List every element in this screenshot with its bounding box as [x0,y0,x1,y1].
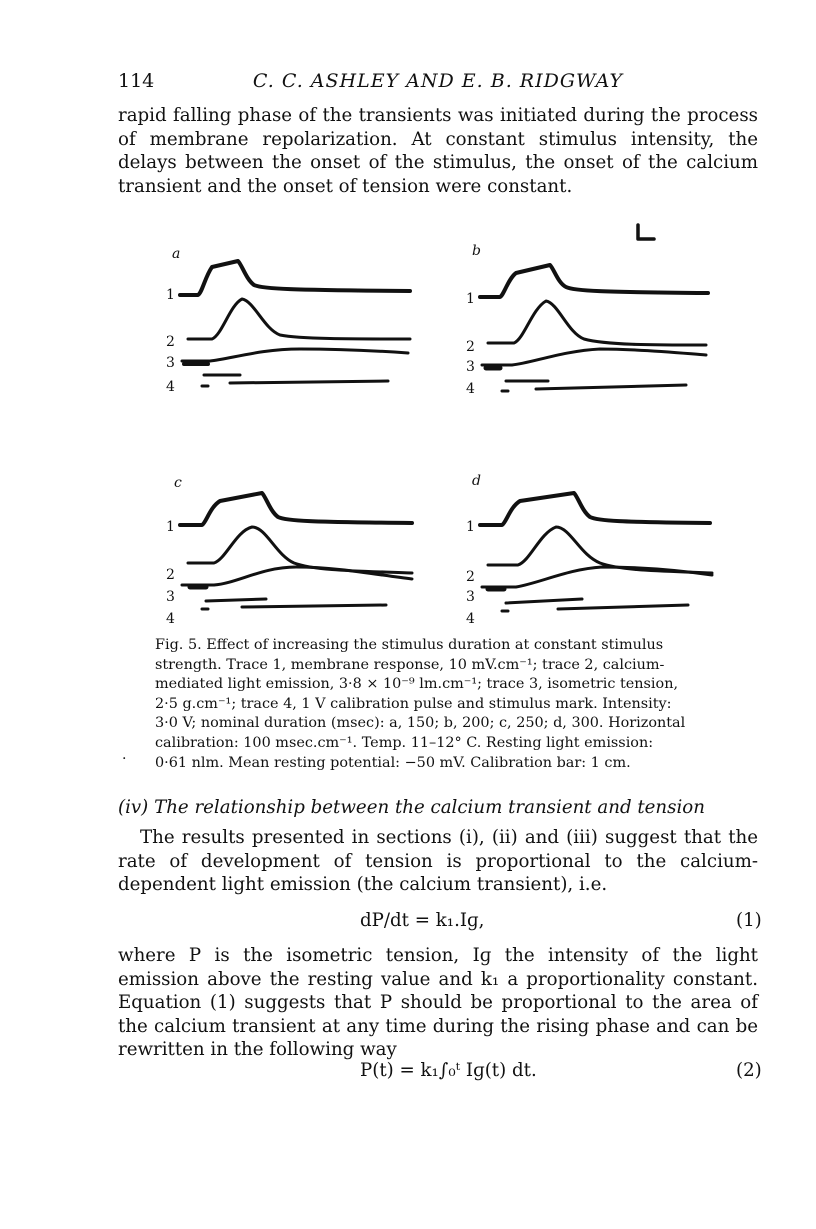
page-number: 114 [118,70,155,92]
caption-line: calibration: 100 msec.cm⁻¹. Temp. 11–12° C. Resting light emission: [155,734,654,751]
panel-label-c: c [174,475,182,491]
caption-line: strength. Trace 1, membrane response, 10 mV.cm⁻¹; trace 2, calcium- [155,656,665,673]
trace-4-calibration [202,381,388,386]
paragraph-text: where P is the isometric tension, Iɡ the intensity of the light emission above the resting value and k₁ a proportionality constant. Equation (1) suggests that P should be proportional to the area of the calcium transient at any time during the rising phase and can be rewritten in the following way [118,945,758,1060]
trace-label-2: 2 [466,569,475,585]
panel-d [466,493,712,627]
section-paragraph-2 [118,944,758,1062]
running-title: C. C. ASHLEY AND E. B. RIDGWAY [252,70,624,92]
trace-3-tension [182,349,408,361]
trace-1-membrane [480,265,708,297]
trace-2-light [188,299,410,339]
trace-label-1: 1 [166,519,175,535]
trace-4-calibration [502,605,688,611]
panel-b [466,265,708,397]
trace-1-membrane [180,493,412,525]
panel-c [166,493,412,627]
trace-label-4: 4 [166,611,175,627]
trace-label-3: 3 [166,355,175,371]
trace-label-3: 3 [166,589,175,605]
intro-text: rapid falling phase of the transients was initiated during the process of membrane repolarization. At constant stimulus intensity, the delays between the onset of the stimulus, the onset of the calcium transient and the onset of tension were constant. [118,105,758,197]
trace-label-1: 1 [166,287,175,303]
caption-line: 0·61 nlm. Mean resting potential: −50 mV. Calibration bar: 1 cm. [155,754,631,771]
intro-paragraph [118,104,758,198]
section-paragraph-1 [118,826,758,897]
trace-1-membrane [480,493,710,525]
panel-label-d: d [472,473,481,489]
trace-label-1: 1 [466,291,475,307]
trace-label-4: 4 [466,381,475,397]
panel-a [166,261,410,395]
equation-1: dP/dt = k₁.Iɡ, [360,910,485,931]
trace-4-calibration [502,385,686,391]
stray-dot: . [122,747,127,763]
caption-line: mediated light emission, 3·8 × 10⁻⁹ lm.cm⁻¹; trace 3, isometric tension, [155,676,679,693]
panel-label-b: b [472,243,481,259]
equation-2-number: (2) [736,1060,762,1081]
trace-4-calibration [202,605,386,609]
figure-caption [155,636,722,773]
paragraph-text: The results presented in sections (i), (ii) and (iii) suggest that the rate of development of tension is proportional to the calcium-dependent light emission (the calcium transient), i.e. [118,827,758,895]
section-heading: (iv) The relationship between the calcium transient and tension [118,797,705,818]
trace-label-2: 2 [466,339,475,355]
equation-1-number: (1) [736,910,762,931]
figure-5-traces [150,215,730,635]
trace-3-tension [182,567,412,585]
trace-3-tension [482,567,712,587]
trace-label-2: 2 [166,334,175,350]
caption-line: Fig. 5. Effect of increasing the stimulus duration at constant stimulus [155,637,664,653]
trace-label-4: 4 [166,379,175,395]
trace-2-light [488,301,706,345]
trace-1-membrane [180,261,410,295]
page-header [118,70,758,100]
caption-line: 3·0 V; nominal duration (msec): a, 150; b, 200; c, 250; d, 300. Horizontal [155,715,686,732]
equation-2: P(t) = k₁∫₀ᵗ Iɡ(t) dt. [360,1060,537,1081]
calibration-bar [638,225,654,239]
panel-label-a: a [172,246,181,262]
trace-label-3: 3 [466,359,475,375]
trace-label-2: 2 [166,567,175,583]
trace-label-3: 3 [466,589,475,605]
trace-label-4: 4 [466,611,475,627]
trace-label-1: 1 [466,519,475,535]
trace-4-stimulus [506,599,582,603]
caption-line: 2·5 g.cm⁻¹; trace 4, 1 V calibration pulse and stimulus mark. Intensity: [155,695,672,712]
trace-4-stimulus [206,599,266,601]
trace-3-tension [482,349,706,365]
